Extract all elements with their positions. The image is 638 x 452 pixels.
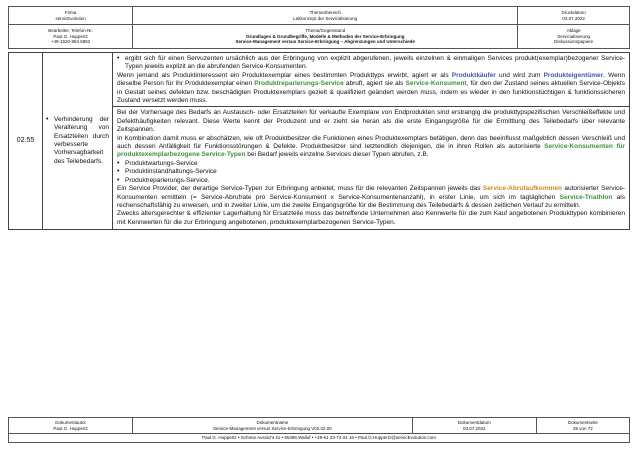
p1-text-e: , für den der Zustand seines aktuellen Service-Objekts in Gestalt seines defekten bzw. beschädigten Produktexemplars gezielt & qualifiziert geändert werden muss, indem es wieder in den funktionstüchtigen & funktionssicheren Zustand versetzt werden muss. — [117, 80, 625, 105]
p1-text-d: abruft, agiert sie als — [343, 80, 406, 88]
footer-dokumentname — [133, 418, 412, 434]
list-item — [117, 168, 625, 176]
list-item — [117, 177, 625, 185]
list-item — [117, 160, 625, 168]
bearbeiter-label: Bearbeiter, Telefon-Nr. — [48, 28, 93, 34]
highlight-service-abrufaufkommen: Service-Abrufaufkommen — [482, 185, 562, 193]
highlight-produkteigentuemer: Produkteigentümer — [543, 71, 604, 79]
header-thema — [133, 25, 518, 49]
row-content-cell — [113, 53, 630, 230]
bullet-icon: • — [117, 159, 120, 167]
bearbeiter-phone: +49-1520-984 5962 — [50, 39, 91, 45]
themenbereich-value: Leitkonzept der Servicidisierung — [293, 15, 358, 21]
left-bullet-item — [46, 116, 109, 166]
content-bullet-text: ergibt sich für einen Servuzenten ursächlich aus der Erbringung von explizit abgerufenen, jeweils einzelnen & einmaligen Services produkt(exemplar)bezogener Service-Typen jeweils explizit an die abrufenden Service-Konsumenten. — [125, 55, 625, 71]
p1-text-c: . Wenn dieselbe Person für ihr Produktexemplar einen — [117, 71, 625, 88]
p4-text-b: autorisierter Service-Konsumenten ermitteln (= Service-Abrufrate pro Service-Konsument x Service-Konsumentenanzahl), in erster Linie, um sich im tagtäglichen — [117, 185, 625, 201]
autor-value: Paul G. Huppertz — [53, 425, 88, 431]
bullet-icon: • — [117, 55, 120, 62]
autor-label: Dokumentautor — [55, 419, 86, 425]
ablage-value1: Servicialisierung — [557, 33, 590, 39]
bullet-icon: • — [117, 176, 120, 184]
themenbereich-label: Themenbereich — [309, 9, 341, 15]
druckdatum-value: 03.07.2022 — [562, 15, 585, 21]
thema-line1: Grundlagen & Grundbegriffe, Modelle & Methoden der Service-Erbringung — [245, 33, 405, 39]
header-themenbereich — [133, 7, 518, 25]
paragraph-4 — [117, 185, 625, 210]
p1-text-a: Wenn jemand als Produktinteressent ein Produktexemplar eines bestimmten Produkttyps erwirbt, agiert er als — [117, 71, 452, 79]
dokumentdatum-value: 03.07.2022 — [462, 425, 486, 431]
firma-label: Firma — [64, 9, 77, 15]
dokumentseite-value: 26 von 72 — [573, 425, 593, 431]
header-bearbeiter — [9, 25, 133, 49]
list-item-text: Produktwartungs-Service — [125, 159, 198, 167]
highlight-produktreparierungs-service: Produktreparierungs-Service — [254, 80, 344, 88]
section-divider — [113, 106, 629, 107]
row-id: 02.55 — [9, 53, 43, 230]
content-bullet-item — [117, 55, 625, 72]
p4-text-c: als rechenschaftsfähig zu erweisen, und in zweiter Linie, um die zweite Eingangsgröße für die Bestimmung des Teilebedarfs & dessen zeitlichen Verlauf zu ermitteln. — [117, 193, 625, 209]
paragraph-5: Zwecks altersgerechter & effizienter Lagerhaltung für Ersatzteile muss das betreffende Unternehmen also Kennwerte für die zum Kauf angebotenen Produkttypen kombinieren mit Kennwerten für die zur Erbringung angebotenen, produktexemplarbezogenen Service-Typen. — [117, 210, 625, 226]
header-druckdatum — [518, 7, 630, 25]
paragraph-1 — [117, 72, 625, 106]
druckdatum-label: Druckdatum — [561, 9, 586, 15]
p4-text-a: Ein Service Provider, der derartige Service-Typen zur Erbringung anbietet, muss für die relevanten Zeitspannen jeweils das — [117, 185, 483, 193]
row-left-cell — [43, 53, 113, 230]
paragraph-3 — [117, 135, 625, 160]
footer-seite — [536, 418, 629, 434]
dokumentname-label: Dokumentname — [256, 419, 289, 425]
bullet-icon: • — [46, 115, 49, 123]
highlight-service-konsumenten: Service-Konsumenten für produktexemplarbezogene Service-Typen — [117, 143, 625, 159]
dokumentseite-label: Dokumentseite — [567, 419, 598, 425]
firma-value: servicEvolution — [55, 15, 86, 21]
highlight-produktkaeufer: Produktkäufer — [451, 71, 496, 79]
highlight-service-triathlon: Service-Triathlon — [559, 193, 613, 201]
paragraph-2: Bei der Vorhersage des Bedarfs an Austausch- oder Ersatzteilen für verkaufte Exemplare von Endprodukten sind erstrangig die produkttypspezifischen Verschleißeffekte und Defekthäufigkeiten relevant. Diese Werte kennt der Produzent und er zieht sie heran als die erste Eingangsgröße für die Ermittlung des Teilebedarfs über relevante Zeitspannen. — [117, 109, 625, 134]
thema-line2: Service-Management versus Service-Erbringung – Abgrenzungen und Unterschiede — [235, 39, 415, 45]
list-item-text: Produktreparierungs-Service. — [125, 176, 210, 184]
dokumentdatum-label: Dokumentdatum — [457, 419, 491, 425]
dokumentname-value: Service-Management versus Service-Erbringung V02.02.00 — [213, 425, 332, 431]
header-ablage — [518, 25, 630, 49]
list-item-text: Produktinstandhaltungs-Service — [125, 168, 217, 176]
document-header — [8, 6, 630, 49]
p3-text-a: In Kombination damit muss er abschätzen, wie oft Produktbesitzer die Funktionen eines Produktexemplars betätigen, denn das beeinflusst maßgeblich dessen Verschleiß und auch dessen Anfälligkeit für Funktionsstörungen & Defekte. Produktbesitzer sind letztendlich diejenigen, die in ihren Rollen als autorisierte — [117, 134, 625, 151]
content-table — [8, 52, 630, 230]
p3-text-b: bei Bedarf jeweils einzelne Services dieser Typen abrufen, z.B. — [245, 151, 429, 159]
p1-text-b: und wird zum — [495, 71, 544, 79]
footer-autor — [9, 418, 133, 434]
highlight-service-konsument: Service-Konsument — [405, 80, 467, 88]
ablage-label: Ablage — [566, 28, 581, 34]
footer-address: Paul G. Huppertz • Schöne Aussicht 41 • 65396 Walluf • +49-61 23-74 04 16 • Paul.G.Huppertz@servicEvolution.com — [9, 434, 630, 443]
footer-datum — [412, 418, 536, 434]
bullet-icon: • — [117, 168, 120, 176]
thema-label: Thema/Gegenstand — [305, 28, 346, 34]
header-firma — [9, 7, 133, 25]
ablage-value2: Diskussionspapiere — [554, 39, 594, 45]
bearbeiter-name: Paul G. Huppertz — [53, 33, 88, 39]
left-bullet-text: Verhinderung der Veralterung von Ersatzteilen durch verbesserte Vorhersagbarkeit des Teilebedarfs. — [54, 115, 109, 165]
document-footer — [8, 417, 630, 443]
